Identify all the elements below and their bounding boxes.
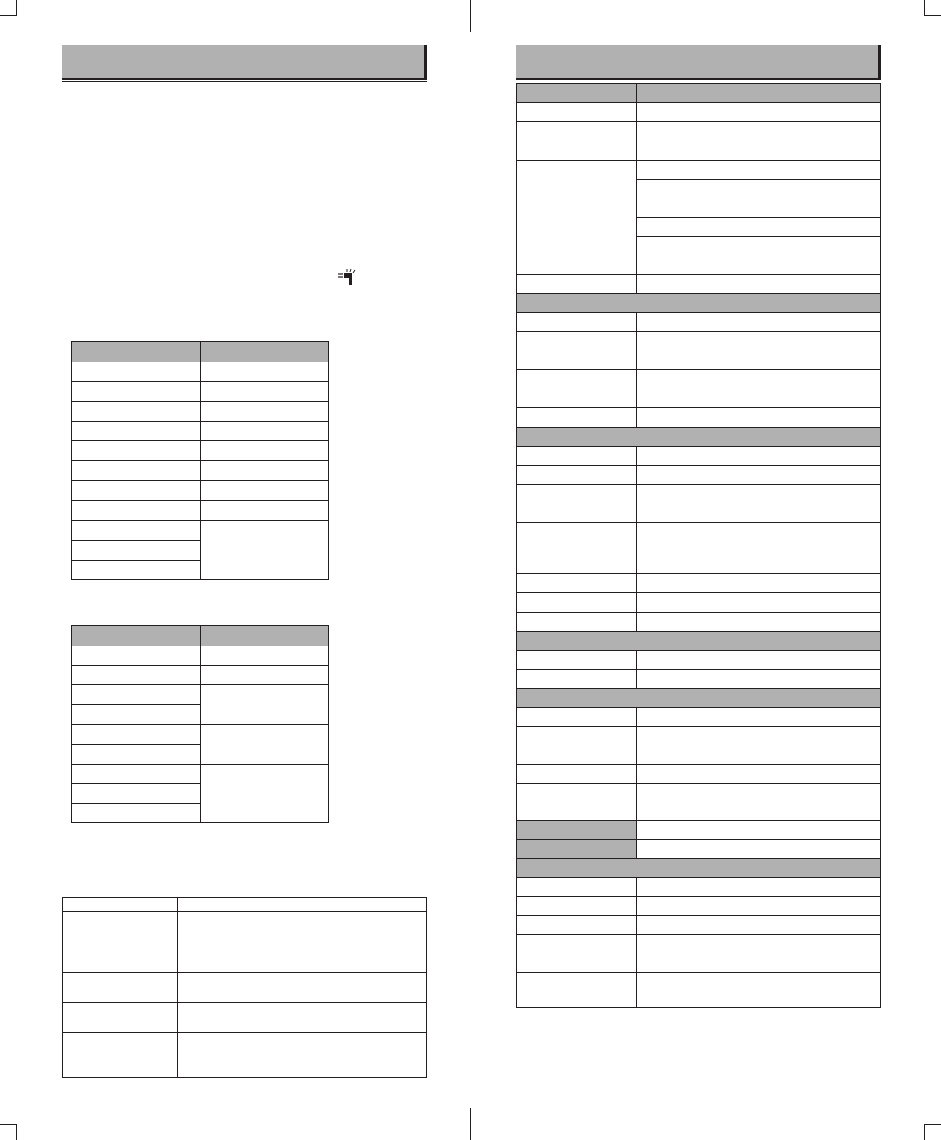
table-row-line: [71, 500, 329, 501]
table-row-line: [71, 520, 329, 521]
table-row-line: [516, 573, 881, 574]
table-row-line: [516, 820, 881, 821]
table-row-line: [636, 217, 881, 218]
crop-mark-bottom-right: [925, 1124, 941, 1125]
table-row-line: [62, 1032, 427, 1033]
table-c-col-divider: [177, 897, 178, 1078]
table-row-line: [516, 934, 881, 935]
table-right-col-divider: [636, 83, 637, 293]
table-row-line: [71, 783, 200, 784]
table-row-line: [516, 465, 881, 466]
table-row-line: [516, 669, 881, 670]
crop-mark-top-center: [470, 0, 471, 32]
table-row-line: [71, 540, 200, 541]
table-row-line: [71, 480, 329, 481]
table-row-line: [516, 612, 881, 613]
table-row-line: [636, 236, 881, 237]
table-row-line: [516, 484, 881, 485]
table-row-line: [71, 401, 329, 402]
table-row-line: [516, 331, 881, 332]
table-row-line: [71, 665, 329, 666]
table-row-line: [516, 592, 881, 593]
shower-faucet-icon: [337, 268, 357, 286]
table-row-line: [516, 783, 881, 784]
table-row-line: [516, 631, 881, 632]
table-row-line: [62, 972, 427, 973]
table-row-line: [516, 688, 881, 689]
table-row-line: [71, 744, 200, 745]
table-row-line: [516, 915, 881, 916]
table-row-line: [516, 102, 881, 103]
table-row-line: [516, 764, 881, 765]
table-row-line: [516, 707, 881, 708]
table-row-line: [516, 972, 881, 973]
table-row-line: [636, 179, 881, 180]
table-row-line: [516, 650, 881, 651]
crop-mark-bottom-left: [0, 1124, 16, 1125]
table-row-line: [71, 560, 200, 561]
table-row-line: [516, 858, 881, 859]
crop-mark-top-right: [924, 0, 925, 16]
table-c-frame: [62, 897, 427, 1078]
table-row-line: [516, 446, 881, 447]
table-right-frame: [516, 83, 881, 1008]
table-row-line: [516, 522, 881, 523]
table-row-line: [516, 121, 881, 122]
crop-mark-bottom-left: [16, 1124, 17, 1140]
table-right-col-divider: [636, 446, 637, 631]
table-row-line: [71, 684, 329, 685]
table-row-line: [516, 312, 881, 313]
table-row-line: [62, 911, 427, 912]
table-row-line: [516, 427, 881, 428]
table-row-line: [71, 381, 329, 382]
table-row-line: [71, 460, 329, 461]
table-row-line: [62, 1002, 427, 1003]
table-row-line: [516, 160, 881, 161]
left-section-banner: [62, 45, 427, 80]
table-row-line: [516, 274, 881, 275]
table-row-line: [71, 724, 329, 725]
table-row-line: [71, 803, 200, 804]
table-row-line: [71, 704, 200, 705]
crop-mark-top-left: [16, 0, 17, 16]
table-row-line: [71, 440, 329, 441]
table-row-line: [71, 764, 329, 765]
table-row-line: [516, 726, 881, 727]
crop-mark-top-right: [925, 15, 941, 16]
table-row-line: [516, 839, 881, 840]
table-row-line: [516, 877, 881, 878]
crop-mark-bottom-center: [470, 1108, 471, 1140]
table-row-line: [516, 293, 881, 294]
table-row-line: [71, 421, 329, 422]
left-banner-underline: [62, 81, 427, 82]
table-row-line: [516, 896, 881, 897]
right-section-banner: [516, 45, 881, 80]
table-row-line: [516, 369, 881, 370]
table-row-line: [516, 407, 881, 408]
crop-mark-top-left: [0, 15, 16, 16]
crop-mark-bottom-right: [924, 1124, 925, 1140]
